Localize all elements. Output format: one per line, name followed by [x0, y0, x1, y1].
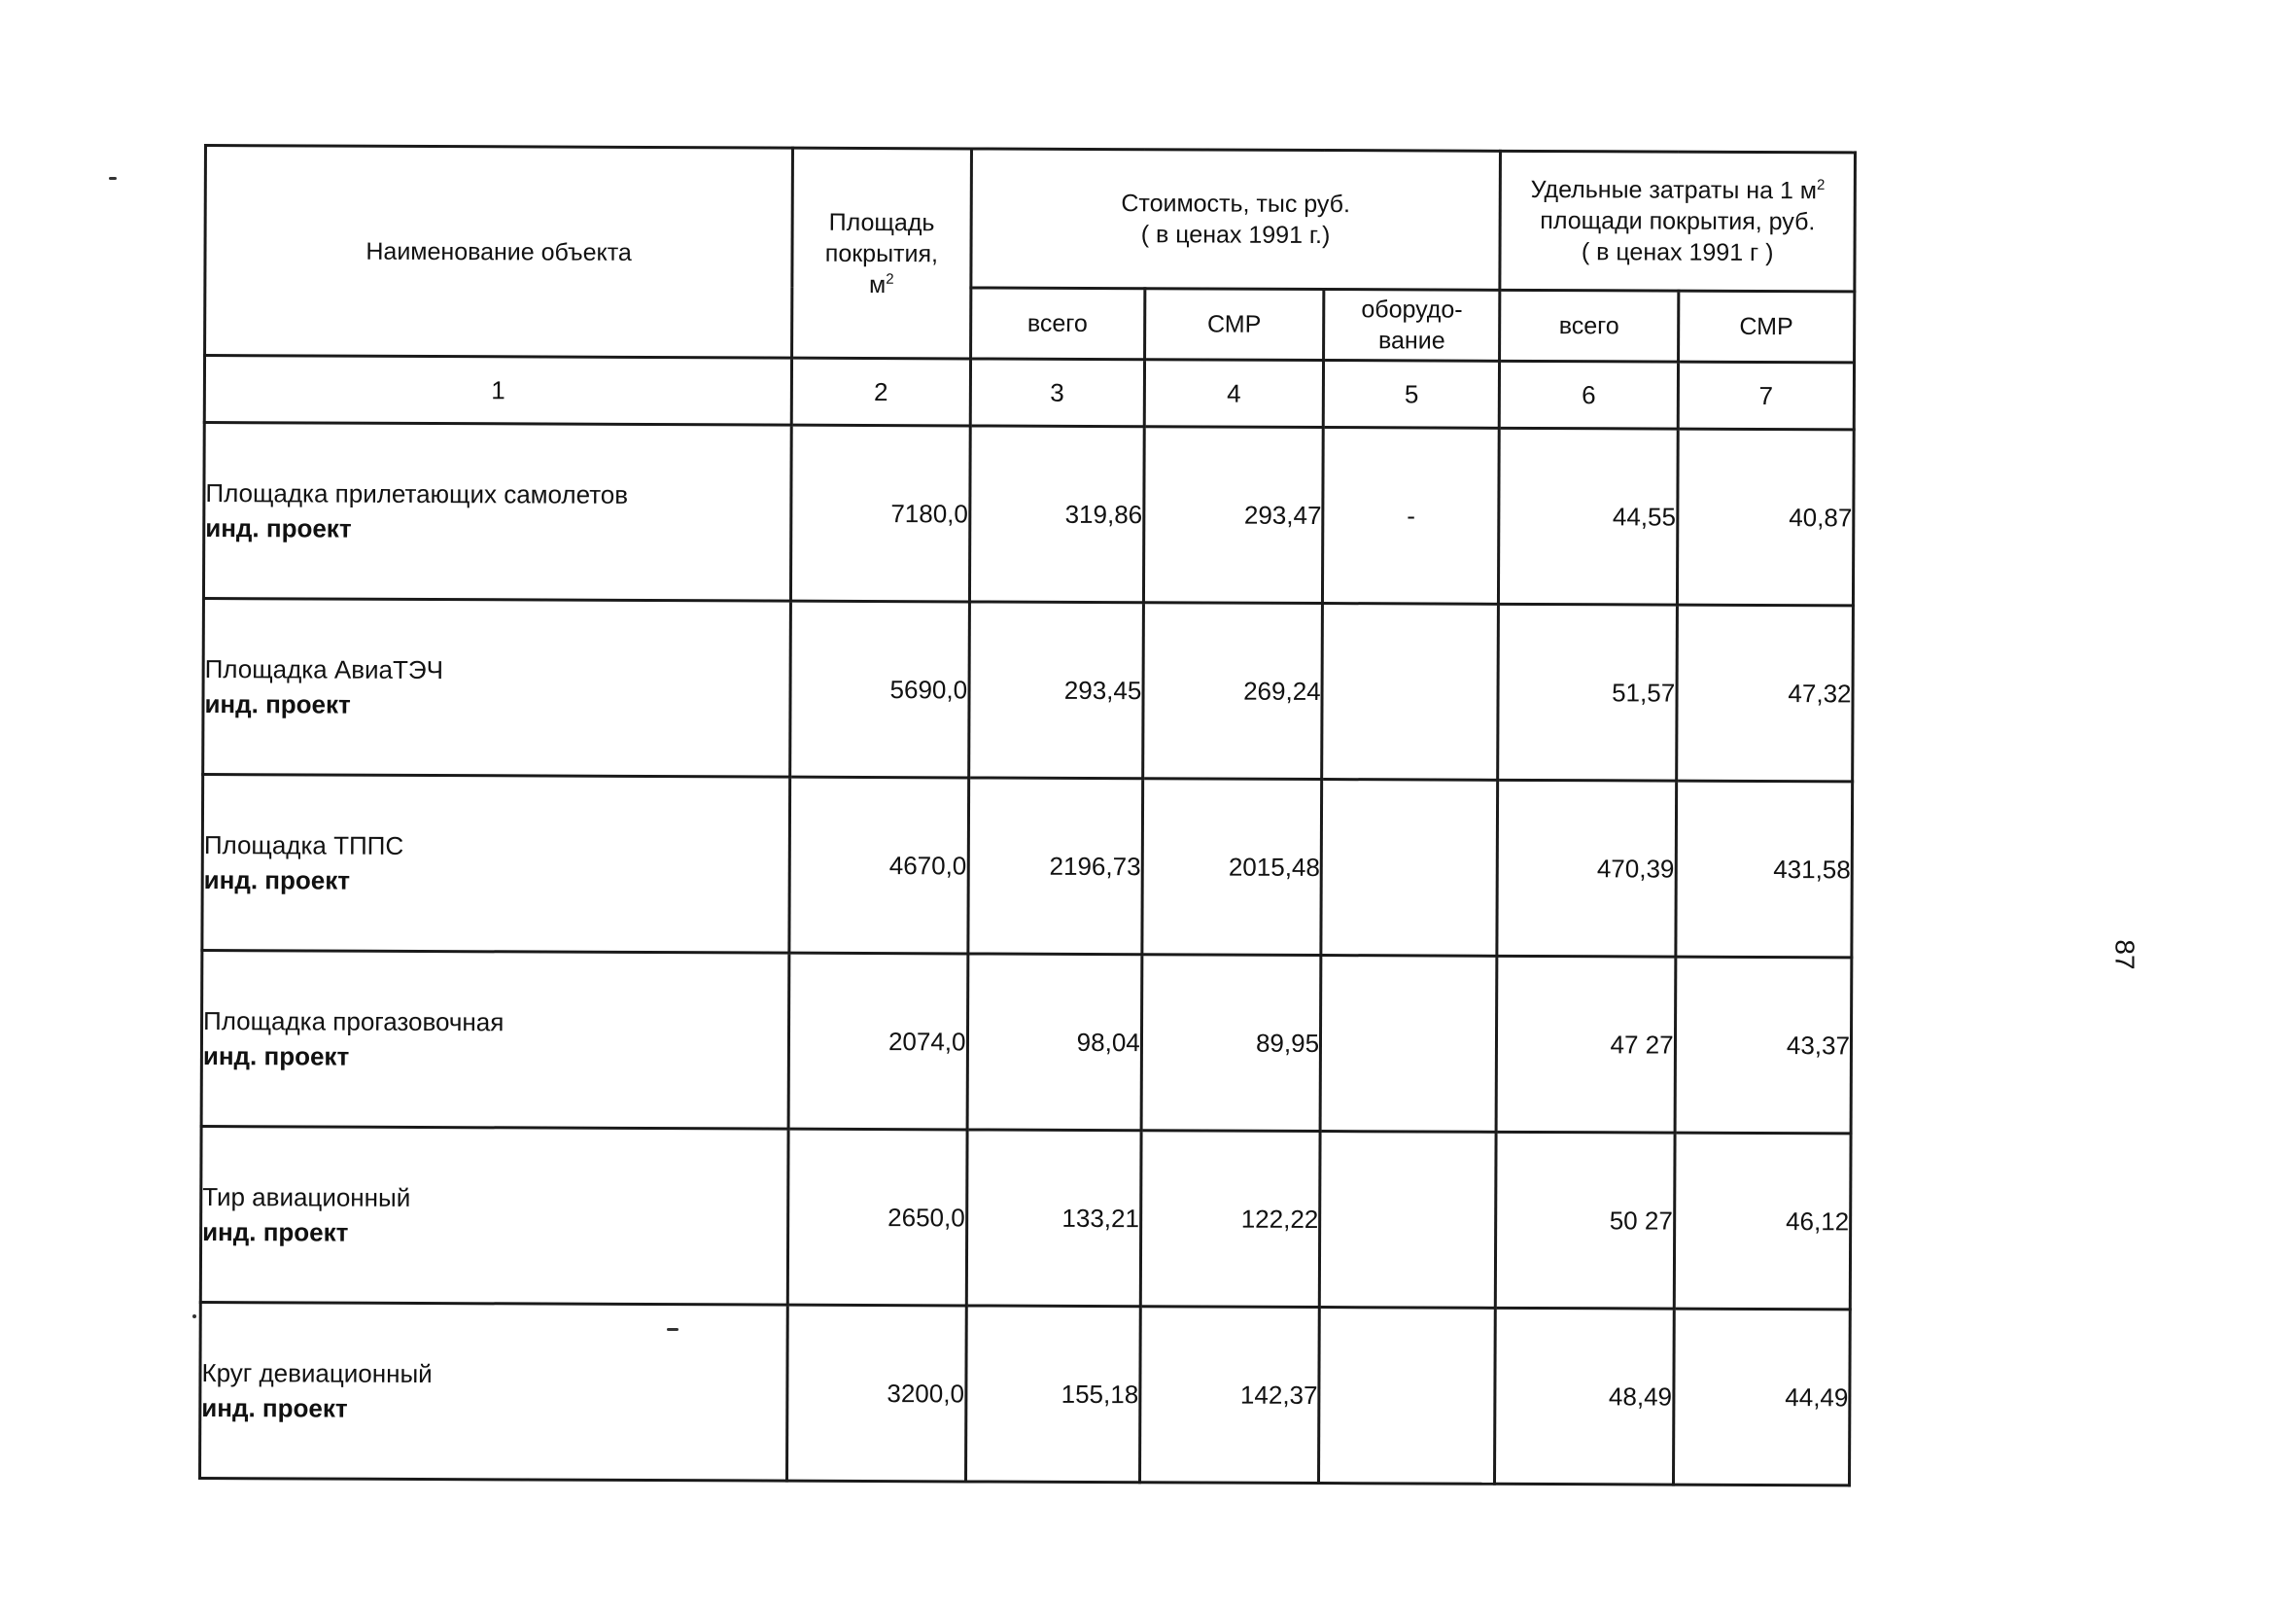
cost-smr-cell: 269,24 — [1142, 603, 1322, 780]
table-row — [203, 423, 1854, 606]
table-row — [203, 599, 1854, 782]
column-number: 5 — [1323, 361, 1500, 429]
object-name: Площадка прогазовочная — [202, 1006, 504, 1037]
object-name: Площадка АвиаТЭЧ — [204, 654, 444, 685]
subheader-specific-total: всего — [1500, 290, 1679, 362]
cost-smr-cell: 2015,48 — [1142, 779, 1322, 956]
scan-speck — [109, 177, 117, 180]
object-project: инд. проект — [201, 1393, 348, 1423]
subheader-specific-smr: СМР — [1678, 291, 1855, 363]
area-cell: 2074,0 — [788, 953, 967, 1130]
cost-table — [198, 144, 1857, 1486]
cost-equipment-cell — [1320, 956, 1497, 1133]
object-project: инд. проект — [203, 865, 351, 895]
area-cell: 4670,0 — [789, 777, 968, 954]
column-number: 3 — [970, 359, 1145, 427]
cost-total-cell: 98,04 — [967, 954, 1142, 1131]
column-number: 1 — [204, 356, 792, 426]
table-row — [200, 1302, 1851, 1485]
specific-smr-cell: 46,12 — [1674, 1133, 1851, 1310]
cost-total-cell: 319,86 — [969, 426, 1144, 603]
cost-total-cell: 155,18 — [965, 1306, 1140, 1483]
column-number: 2 — [792, 358, 971, 426]
area-cell: 7180,0 — [791, 425, 970, 602]
scan-speck — [667, 1328, 678, 1331]
cost-smr-cell: 122,22 — [1140, 1131, 1320, 1308]
area-cell: 5690,0 — [790, 601, 969, 778]
cost-equipment-cell — [1321, 780, 1498, 957]
specific-smr-cell: 431,58 — [1676, 781, 1853, 958]
cost-total-cell: 2196,73 — [967, 778, 1142, 955]
specific-total-cell: 470,39 — [1497, 780, 1676, 957]
object-name-cell — [201, 950, 789, 1129]
cost-smr-cell: 293,47 — [1143, 427, 1323, 604]
area-cell: 2650,0 — [788, 1129, 967, 1306]
cost-total-cell: 293,45 — [968, 602, 1143, 779]
cost-total-cell: 133,21 — [966, 1130, 1141, 1307]
object-name: Круг девиационный — [201, 1358, 433, 1389]
header-object-name: Наименование объекта — [205, 146, 793, 359]
table-row — [202, 775, 1853, 958]
header-cost: Стоимость, тыс руб. ( в ценах 1991 г.) — [970, 149, 1500, 290]
subheader-cost-total: всего — [970, 288, 1145, 360]
specific-total-cell: 48,49 — [1495, 1308, 1674, 1485]
table-row — [200, 1126, 1851, 1309]
specific-total-cell: 47 27 — [1496, 956, 1675, 1133]
page-number: 87 — [2109, 939, 2140, 970]
object-name-cell — [200, 1126, 788, 1305]
subheader-cost-equipment: оборудо- вание — [1324, 290, 1501, 362]
specific-total-cell: 50 27 — [1496, 1132, 1675, 1309]
scan-speck — [192, 1314, 196, 1318]
cost-equipment-cell — [1319, 1132, 1496, 1309]
cost-equipment-cell — [1322, 604, 1499, 781]
object-name: Тир авиационный — [202, 1182, 411, 1212]
table-row — [201, 950, 1852, 1133]
object-name: Площадка ТППС — [203, 830, 404, 860]
specific-smr-cell: 43,37 — [1675, 957, 1852, 1134]
specific-smr-cell: 47,32 — [1676, 605, 1853, 782]
column-numbers-row — [204, 356, 1854, 430]
cost-equipment-cell: - — [1323, 428, 1500, 605]
subheader-cost-smr: СМР — [1144, 289, 1324, 361]
header-area: Площадь покрытия, $м^2$ — [792, 148, 971, 359]
column-number: 4 — [1144, 360, 1324, 428]
object-name-cell — [203, 599, 791, 778]
column-number: 7 — [1678, 362, 1855, 430]
header-specific-cost: Удельные затраты на 1 $м^2$ площади покрытия, руб. ( в ценах 1991 г ) — [1500, 151, 1855, 292]
specific-total-cell: 51,57 — [1498, 604, 1677, 781]
cost-smr-cell: 89,95 — [1141, 955, 1321, 1132]
object-project: инд. проект — [202, 1041, 350, 1071]
object-name-cell — [202, 775, 790, 954]
object-project: инд. проект — [205, 513, 352, 543]
object-name: Площадка прилетающих самолетов — [205, 478, 629, 509]
object-project: инд. проект — [204, 689, 351, 719]
column-number: 6 — [1500, 361, 1679, 429]
specific-smr-cell: 40,87 — [1677, 429, 1854, 606]
specific-smr-cell: 44,49 — [1673, 1309, 1850, 1486]
specific-total-cell: 44,55 — [1499, 428, 1678, 605]
object-name-cell — [203, 423, 791, 602]
cost-equipment-cell — [1319, 1308, 1496, 1485]
object-name-cell — [200, 1302, 788, 1481]
object-project: инд. проект — [202, 1217, 349, 1247]
cost-smr-cell: 142,37 — [1139, 1307, 1319, 1484]
area-cell: 3200,0 — [787, 1305, 966, 1482]
